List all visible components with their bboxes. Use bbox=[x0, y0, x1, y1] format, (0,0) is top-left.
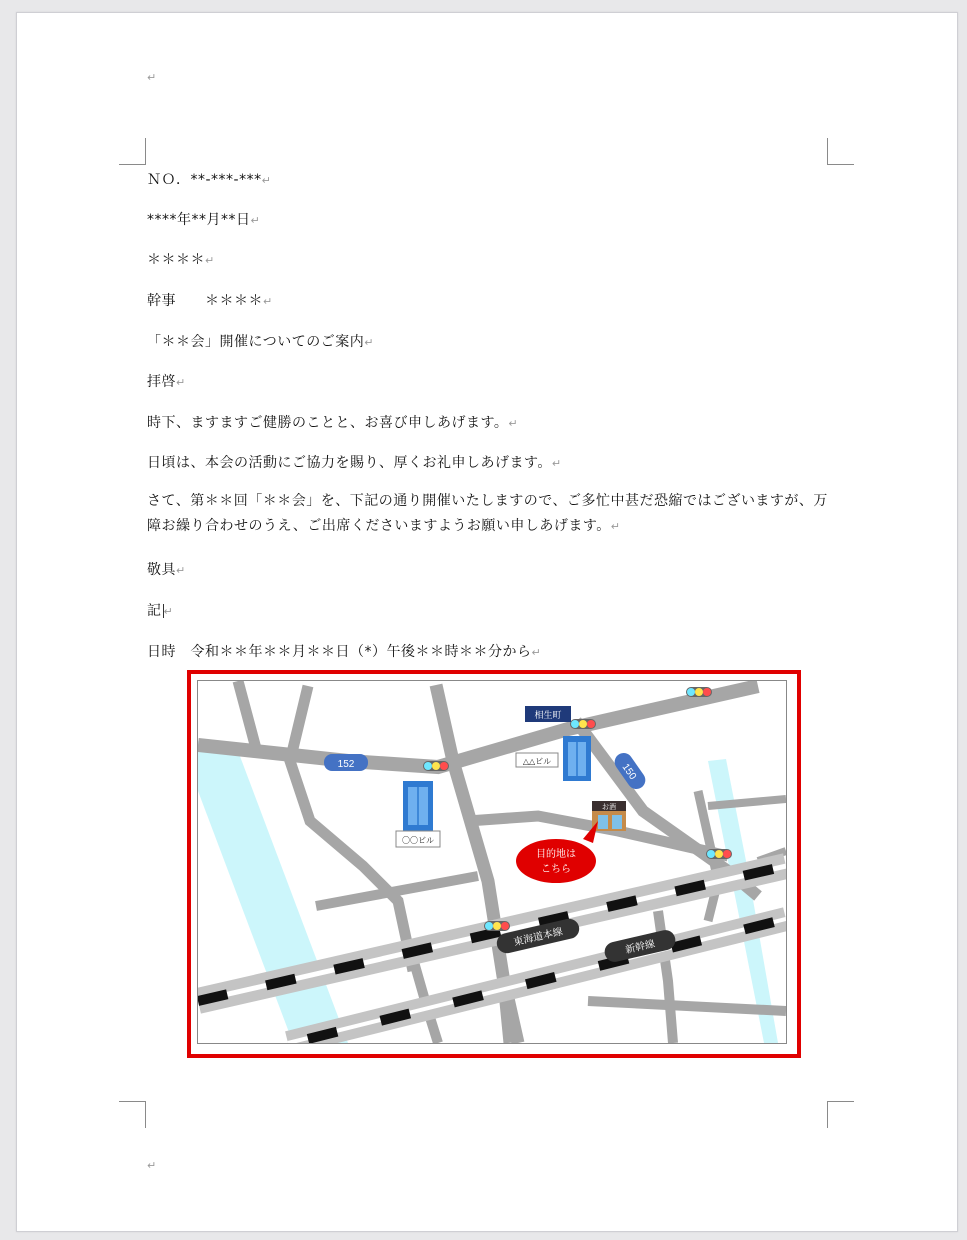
margin-corner-bottom-right bbox=[827, 1101, 854, 1128]
sender-line[interactable]: 幹事 ＊＊＊＊↵ bbox=[147, 293, 273, 309]
svg-text:150: 150 bbox=[619, 761, 639, 782]
station-label bbox=[525, 706, 571, 722]
recipient-line[interactable]: ＊＊＊＊↵ bbox=[147, 252, 215, 268]
map-image[interactable] bbox=[197, 680, 787, 1044]
footer-paragraph-mark: ↵ bbox=[147, 1159, 157, 1172]
date-line[interactable]: ****年**月**日↵ bbox=[147, 212, 261, 228]
notes-heading-line[interactable]: 記 ↵ bbox=[147, 603, 174, 619]
svg-text:お酒: お酒 bbox=[602, 803, 616, 811]
traffic-light-icon bbox=[423, 761, 449, 771]
traffic-light-icon bbox=[570, 719, 596, 729]
traffic-light-icon bbox=[706, 849, 732, 859]
opening-line[interactable]: 拝啓↵ bbox=[147, 374, 186, 390]
svg-text:新幹線: 新幹線 bbox=[624, 938, 657, 957]
route-152-badge bbox=[324, 754, 368, 771]
closing-line[interactable]: 敬具↵ bbox=[147, 562, 186, 578]
svg-text:〇〇ビル: 〇〇ビル bbox=[402, 836, 434, 845]
header-paragraph-mark: ↵ bbox=[147, 71, 157, 84]
svg-text:目的地は: 目的地は bbox=[536, 849, 576, 860]
svg-text:相生町: 相生町 bbox=[534, 711, 562, 721]
margin-corner-top-right bbox=[827, 138, 854, 165]
svg-text:△△ビル: △△ビル bbox=[522, 757, 552, 766]
subject-line[interactable]: 「＊＊会」開催についてのご案内↵ bbox=[147, 334, 374, 350]
main-road bbox=[198, 686, 758, 767]
shop-icon bbox=[592, 801, 626, 831]
svg-text:こちら: こちら bbox=[541, 864, 571, 875]
document-page bbox=[16, 12, 958, 1232]
map-drawing bbox=[198, 681, 786, 1043]
body-paragraph[interactable]: さて、第＊＊回「＊＊会」を、下記の通り開催いたしますので、ご多忙中甚だ恐縮ではございますが、万障お繰り合わせのうえ、ご出席くださいますようお願い申しあげます。↵ bbox=[147, 493, 828, 534]
traffic-light-icon bbox=[686, 687, 712, 697]
doc-number-line[interactable]: ＮＯ．**-***-***↵ bbox=[147, 172, 272, 188]
margin-corner-bottom-left bbox=[119, 1101, 146, 1128]
svg-text:152: 152 bbox=[337, 759, 355, 770]
datetime-line[interactable]: 日時 令和＊＊年＊＊月＊＊日（*）午後＊＊時＊＊分から↵ bbox=[147, 644, 542, 660]
traffic-light-icon bbox=[484, 921, 510, 931]
svg-text:東海道本線: 東海道本線 bbox=[512, 926, 564, 949]
road-west-curve bbox=[290, 686, 413, 971]
map-image-selection[interactable] bbox=[187, 670, 801, 1058]
building-a-icon bbox=[396, 781, 440, 847]
margin-corner-top-left bbox=[119, 138, 146, 165]
greeting-line[interactable]: 時下、ますますご健勝のことと、お喜び申しあげます。↵ bbox=[147, 415, 519, 431]
thanks-line[interactable]: 日頃は、本会の活動にご協力を賜り、厚くお礼申しあげます。↵ bbox=[147, 455, 562, 471]
